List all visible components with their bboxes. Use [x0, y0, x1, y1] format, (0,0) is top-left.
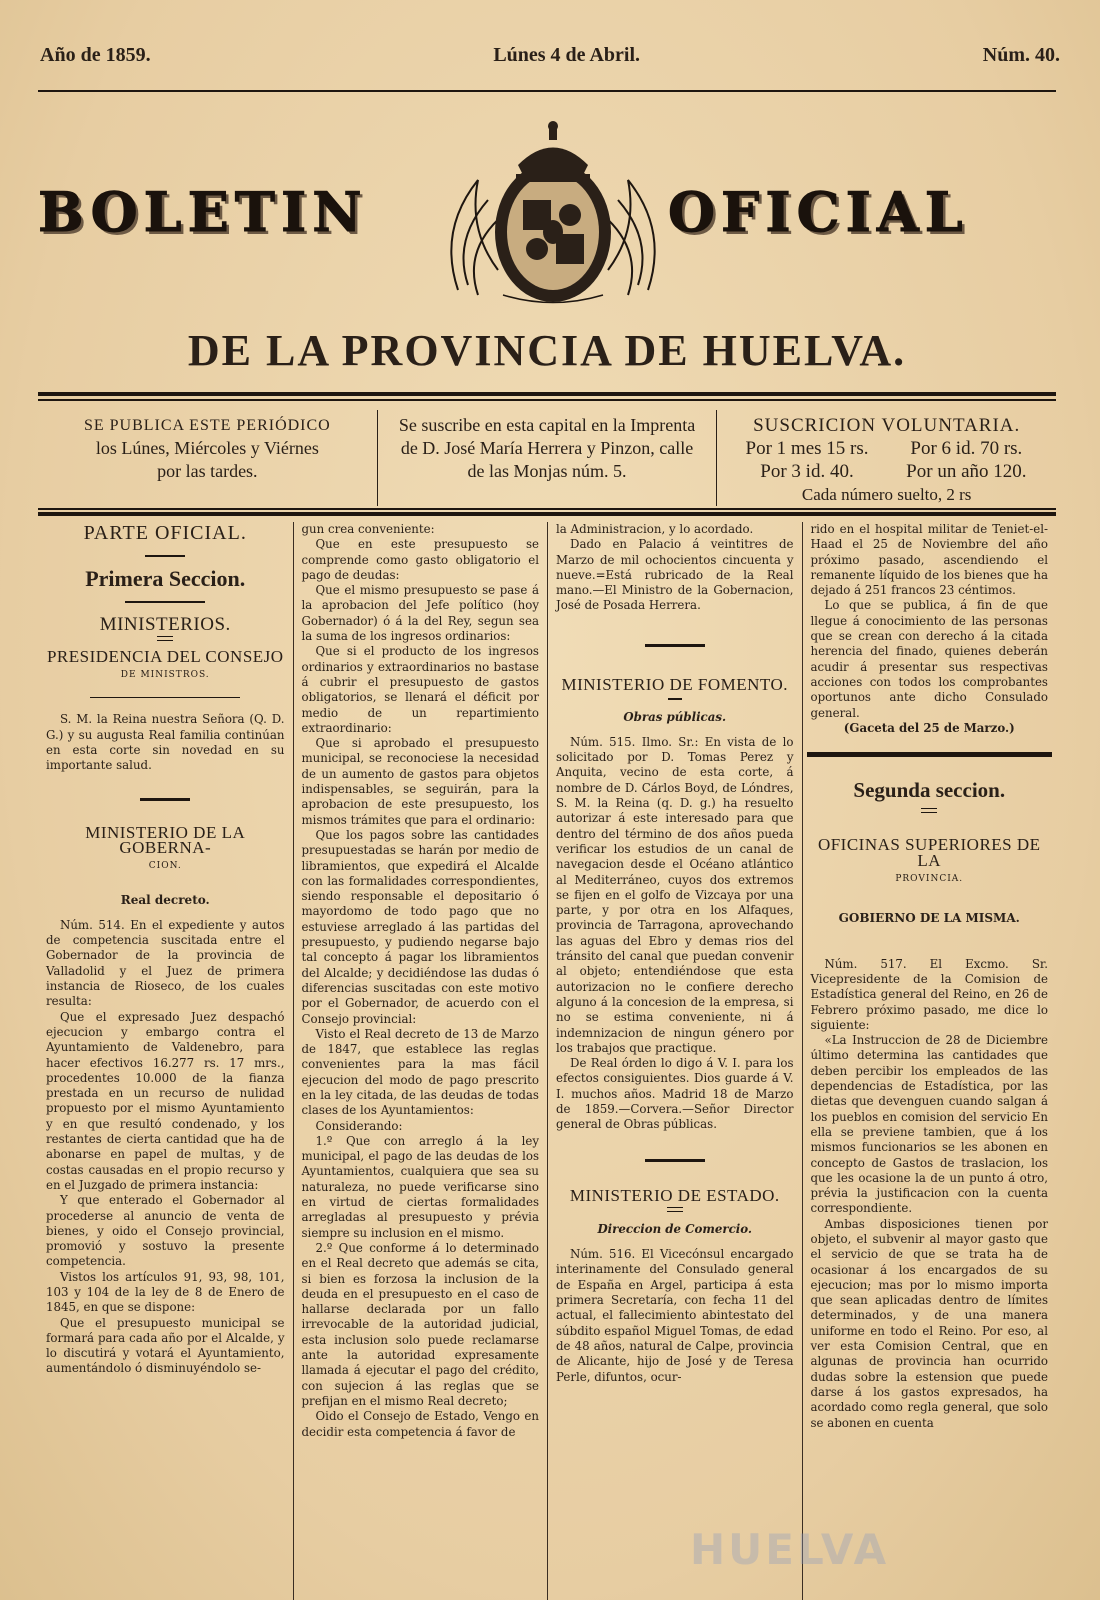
ornament-rule — [668, 698, 682, 700]
masthead-word-right: OFICIAL — [668, 180, 969, 244]
fomento-heading: MINISTERIO DE FOMENTO. — [561, 674, 788, 694]
paragraph: la Administracion, y lo acordado. — [556, 522, 754, 536]
double-rule — [157, 636, 173, 641]
paragraph: Que si aprobado el presupuesto municipal, se reconociese la necesidad de un aumento de gastos para objetos indispensables, se seguirán, para la aprobacion de este presupuesto, los mismos trámites que para el ordinario: — [301, 736, 539, 827]
paragraph: «La Instruccion de 28 de Diciembre último determina las cantidades que deben percibir los empleados de las dependencias de Estadística, por las dietas que devenguen cuando salgan á los pueblos en comision del servicio En ella se previene tambien, que á los mismos funcionarios se les abonen en concepto de Gastos de traslacion, los que les ocasione la de un punto á otro, prévia la justificacion con la cuenta correspondiente. — [810, 1033, 1048, 1216]
real-decreto-heading: Real decreto. — [120, 892, 210, 907]
paragraph: Que el mismo presupuesto se pase á la aprobacion del Jefe político (hoy Gobernador) ó á la del Rey, segun sea la suma de los ingresos ordinarios: — [301, 583, 539, 644]
masthead-subtitle: DE LA PROVINCIA DE HUELVA. — [187, 326, 907, 375]
price-1-month: Por 1 mes 15 rs. — [745, 438, 869, 459]
double-rule — [667, 1207, 683, 1212]
schedule-line-3: por las tardes. — [157, 461, 258, 481]
paragraph: Que los pagos sobre las cantidades presupuestadas se harán por medio de libramientos, que expedirá el Alcalde con las formalidades correspondientes, siendo responsable el depositario ó mayordomo de todo pago que no estuviese arreglado á las partidas del presupuesto, y pudiendo negarse bajo tal concepto á pagar los libramientos del Alcalde; y decidiéndose las dudas ó diferencias suscitadas con este motivo por el Gobernador, de acuerdo con el Consejo provincial: — [301, 827, 539, 1026]
columns — [38, 522, 1056, 1600]
paragraph: Que el expresado Juez despachó ejecucion y embargo contra el Ayuntamiento de Valdenebro, para hacer efectivos 16.277 rs. 17 mrs., procedentes 10.000 de la fianza prestada en un recurso de nulidad propuesto por el mismo Ayuntamiento y en que resultó condenado, y los restantes de cierta cantidad que ha de abonarse en papel de multas, y de costas causadas en el propio recurso y en el Juzgado de primera instancia: — [46, 1009, 285, 1192]
double-rule — [921, 808, 937, 813]
paragraph: 2.º Que conforme á lo determinado en el Real decreto que además se cita, si bien es forzosa la inclusion de la deuda en el presupuesto en el caso de hallarse declarada por un fallo irrevocable de la autoridad judicial, esta inclusion solo puede reclamarse ante la autoridad expresamente llamada á ejecutar el pago del crédito, con sujecion á las reglas que se prefijan en el mismo Real decreto; — [301, 1240, 539, 1408]
column-3 — [547, 522, 802, 1600]
gaceta-citation: (Gaceta del 25 de Marzo.) — [843, 720, 1015, 735]
info-bottom-rule-thin — [38, 508, 1056, 510]
ornament-rule — [125, 601, 205, 603]
paragraph: Que si el producto de los ingresos ordinarios y extraordinarios no bastase á cubrir el presupuesto de gastos obligatorios, se llenará el déficit por medio de un repartimiento extraordinario: — [301, 644, 539, 735]
price-single-issue: Cada número suelto, 2 rs — [801, 485, 972, 504]
paragraph: Núm. 515. Ilmo. Sr.: En vista de lo solicitado por D. Tomas Perez y Anquita, vecino de esta corte, á nombre de D. Cárlos Boyd, de Lóndres, S. M. la Reina (q. D. g.) ha resuelto autorizar á este interesado para que dentro del término de dos años pueda verificar los estudios de un canal de navegacion desde el Océano atlántico al Mediterráneo, cuyos dos extremos se fijen en el golfo de Vizcaya por una parte, y por otra en los Alfaques, provincia de Tarragona, aprovechando las aguas del Ebro y demas rios del tránsito del canal que puedan convenir al objeto; entendiéndose que esta autorizacion no le confiere derecho alguno á la concesion de la empresa, si no se estima conveniente, ni á indemnizacion de ningun género por los trabajos que practique. — [556, 734, 794, 1055]
schedule-line-1: SE PUBLICA ESTE PERIÓDICO — [83, 417, 331, 434]
prices-title: SUSCRICION VOLUNTARIA. — [753, 415, 1021, 436]
header-rule — [38, 90, 1056, 92]
issue-number: Núm. 40. — [982, 44, 1060, 66]
ministerios-heading: MINISTERIOS. — [99, 613, 231, 635]
ornament-rule — [645, 644, 705, 647]
paragraph: Núm. 514. En el expediente y autos de competencia suscitada entre el Gobernador de la provincia de Valladolid y el Juez de primera instancia de Rioseco, de los cuales resulta: — [46, 917, 285, 1009]
gobernacion-heading: MINISTERIO DE LA GOBERNA- — [85, 822, 246, 857]
ornament-rule — [145, 555, 185, 557]
info-bar — [38, 410, 1056, 506]
issue-date: Lúnes 4 de Abril. — [493, 44, 641, 66]
paragraph: De Real órden lo digo á V. I. para los efectos consiguientes. Dios guarde á V. I. muchos años. Madrid 18 de Marzo de 1859.—Corvera.—Señor Director general de Obras públicas. — [556, 1056, 794, 1132]
info-top-rule-thin — [38, 399, 1056, 401]
column-4 — [802, 522, 1057, 1600]
paragraph: Que en este presupuesto se comprende como gasto obligatorio el pago de deudas: — [301, 537, 539, 582]
paragraph: Núm. 517. El Excmo. Sr. Vicepresidente de la Comision de Estadística general del Reino, en 26 de Febrero próximo pasado, me dice lo siguiente: — [810, 956, 1048, 1032]
ornament-rule — [140, 798, 190, 801]
parte-oficial-heading: PARTE OFICIAL. — [83, 522, 247, 544]
estado-heading: MINISTERIO DE ESTADO. — [569, 1185, 780, 1205]
segunda-seccion-heading: Segunda seccion. — [853, 778, 1006, 803]
subscription-line-1: Se suscribe en esta capital en la Imprenta — [398, 415, 696, 435]
de-ministros-subheading: DE MINISTROS. — [120, 670, 210, 681]
paragraph: Oido el Consejo de Estado, Vengo en decidir esta competencia á favor de — [301, 1409, 539, 1439]
gobernacion-heading-cont: CION. — [148, 861, 182, 872]
column-2 — [293, 522, 548, 1600]
paragraph: Visto el Real decreto de 13 de Marzo de 1847, que establece las reglas convenientes para la mas fácil ejecucion del modo de pago prescrito en la ley citada, de las deudas de todas clases de los Ayuntamientos: — [301, 1026, 539, 1118]
column-1 — [38, 522, 293, 1600]
paragraph: rido en el hospital militar de Teniet-el-Haad el 25 de Noviembre del año próximo pasado, ascendiendo el remanente líquido de los bienes que ha dejado á 251 francos 23 céntimos. — [810, 522, 1048, 598]
ornament-rule — [90, 697, 240, 698]
section-rule — [807, 752, 1053, 757]
subscription-info — [377, 410, 717, 506]
price-3-months: Por 3 id. 40. — [760, 461, 854, 482]
salud-paragraph: S. M. la Reina nuestra Señora (Q. D. G.) y su augusta Real familia continúan en esta corte sin novedad en su importante salud. — [46, 712, 285, 773]
paragraph: Considerando: — [315, 1118, 403, 1133]
info-top-rule — [38, 392, 1056, 396]
coat-of-arms-icon — [418, 120, 688, 310]
provincia-subheading: PROVINCIA. — [895, 874, 964, 885]
obras-publicas-heading: Obras públicas. — [623, 709, 727, 724]
oficinas-heading: OFICINAS SUPERIORES DE LA — [817, 835, 1041, 870]
paragraph: 1.º Que con arreglo á la ley municipal, el pago de las deudas de los Ayuntamientos, cualquiera que sea su naturaleza, no puede verificarse sino en virtud de ciertas formalidades arregladas al presupuesto y prévia siempre su inclusion en el mismo. — [301, 1133, 539, 1240]
publication-schedule — [38, 410, 377, 506]
primera-seccion-heading: Primera Seccion. — [85, 566, 246, 592]
paragraph: Vistos los artículos 91, 93, 98, 101, 103 y 104 de la ley de 8 de Enero de 1845, en que se dispone: — [46, 1269, 285, 1315]
paragraph: Y que enterado el Gobernador al procederse al anuncio de venta de bienes, y oido el Consejo provincial, promovió y sostuvo la presente competencia. — [46, 1193, 285, 1269]
masthead — [38, 120, 1056, 320]
price-6-months: Por 6 id. 70 rs. — [910, 438, 1023, 459]
paragraph: Que el presupuesto municipal se formará para cada año por el Alcalde, y lo discutirá y votará el Ayuntamiento, aumentándolo ó disminuyéndolo se- — [46, 1315, 285, 1376]
masthead-word-left: BOLETIN — [38, 180, 368, 244]
comercio-heading: Direccion de Comercio. — [597, 1221, 753, 1236]
paragraph: Ambas disposiciones tienen por objeto, el subvenir al mayor gasto que el servicio de que se trata ha de ocasionar á los encargados de su ejecucion; mas por lo mismo importa que sean aplicadas dentro de límites determinados, y de una manera uniforme en todo el Reino. Por eso, al ver esta Comision Central, que en algunas de provincia han ocurrido dudas sobre la estension que puede darse á los gastos expresados, ha acordado como regla general, que solo se abonen en cuenta — [810, 1216, 1048, 1430]
paragraph: gun crea conveniente: — [301, 522, 435, 536]
issue-year: Año de 1859. — [40, 44, 151, 66]
header-line — [40, 44, 1060, 67]
ornament-rule — [645, 1159, 705, 1162]
subscription-line-3: de las Monjas núm. 5. — [467, 461, 627, 481]
paragraph: Lo que se publica, á fin de que llegue á conocimiento de las personas que se crean con derecho á la citada herencia del finado, quienes deberán acudir á presentar sus respectivas acciones con todos los comprobantes oportunos ante dicho Consulado general. — [810, 598, 1048, 720]
presidencia-heading: PRESIDENCIA DEL CONSEJO — [46, 646, 284, 666]
subscription-prices — [716, 410, 1056, 506]
gobierno-heading: GOBIERNO DE LA MISMA. — [838, 911, 1020, 926]
archive-watermark: HUELVA — [690, 1525, 890, 1574]
subscription-line-2: de D. José María Herrera y Pinzon, calle — [400, 438, 694, 458]
info-bottom-rule — [38, 512, 1056, 516]
price-1-year: Por un año 120. — [906, 461, 1027, 482]
paragraph: Dado en Palacio á veintitres de Marzo de mil ochocientos cincuenta y nueve.=Está rubricado de la Real mano.—El Ministro de la Gobernacion, José de Posada Herrera. — [556, 537, 794, 613]
schedule-line-2: los Lúnes, Miércoles y Viérnes — [95, 438, 319, 458]
paragraph: Núm. 516. El Vicecónsul encargado interinamente del Consulado general de España en Argel, participa á esta primera Secretaría, con fecha 11 del actual, el fallecimiento abintestato del súbdito español Miguel Tomas, de edad de 48 años, natural de Calpe, provincia de Alicante, hijo de José y de Teresa Perle, difuntos, ocur- — [556, 1247, 794, 1384]
